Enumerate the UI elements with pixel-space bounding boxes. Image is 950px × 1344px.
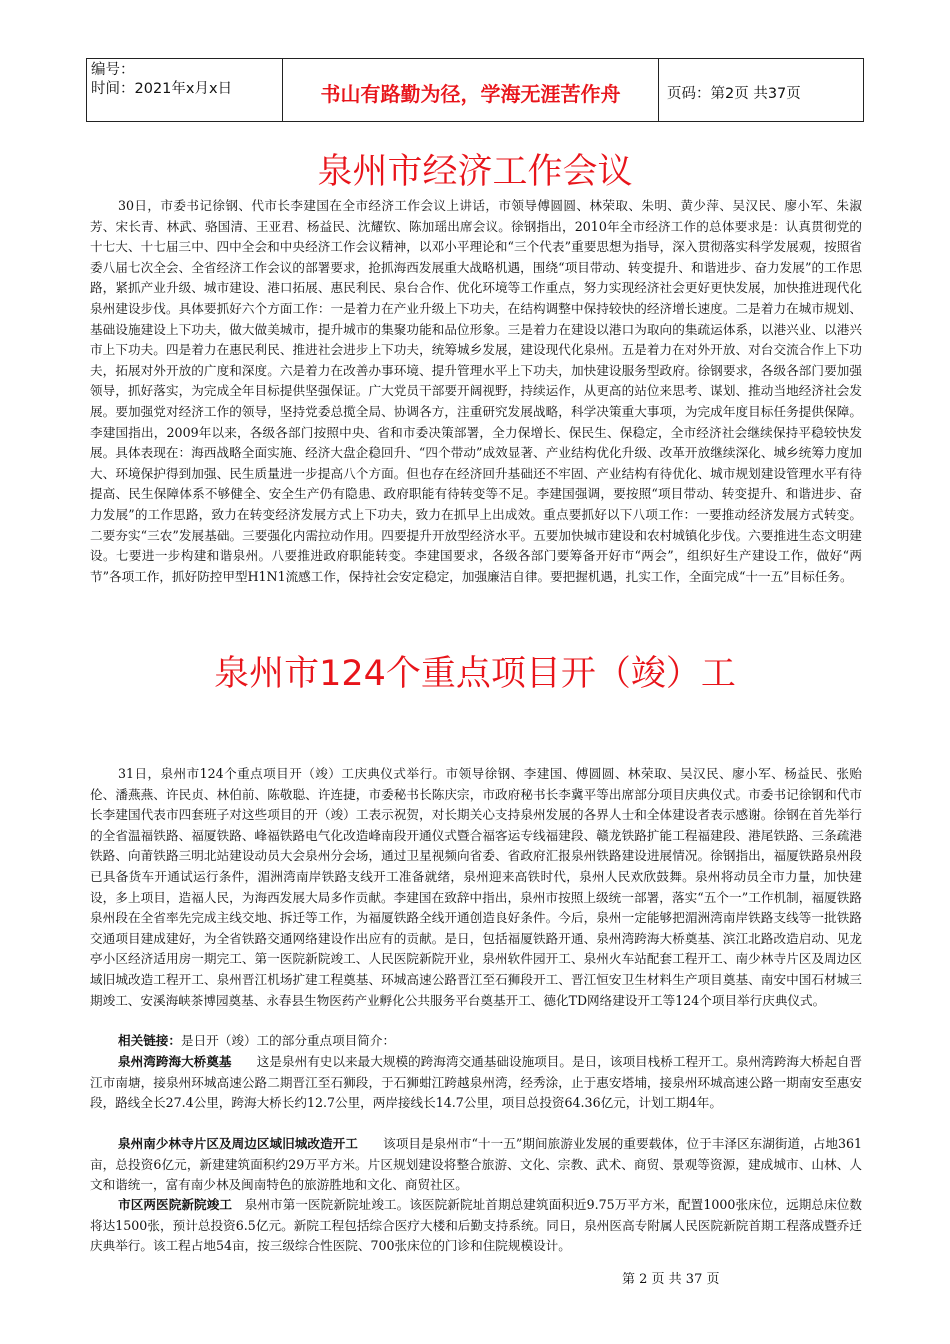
header-meta (87, 59, 283, 121)
article1-body (90, 196, 862, 587)
number-label: 编号： (91, 62, 135, 78)
project-item-hospitals (90, 1195, 862, 1257)
header-motto: 书山有路勤为径，学海无涯苦作舟 (283, 59, 659, 121)
page-footer: 第 2 页 共 37 页 (622, 1272, 720, 1287)
project-text: 该项目是泉州市“十一五”期间旅游业发展的重要载体，位于丰泽区东湖街道，占地361亩，总投资6亿元，新建建筑面积约29万平方米。片区规划建设将整合旅游、文化、宗教、武术、商贸、景观等资源，建成城市、山林、人文和谐统一，富有南少林及闽南特色的旅游胜地和文化、商贸社区。 (90, 1136, 862, 1193)
related-links (90, 1031, 862, 1052)
project-text: 泉州市第一医院新院址竣工。该医院新院址首期总建筑面积近9.75万平方米，配置1000张床位，远期总床位数将达1500张，预计总投资6.5亿元。新院工程包括综合医疗大楼和后勤支持系统。同日，泉州医高专附属人民医院新院首期工程落成暨乔迁庆典举行。该工程占地54亩，按三级综合性医院、700张床位的门诊和住院规模设计。 (90, 1197, 863, 1254)
article1-title: 泉州市经济工作会议 (317, 152, 633, 192)
related-links-text: 是日开（竣）工的部分重点项目简介： (180, 1033, 396, 1048)
project-item-shaolin (90, 1134, 862, 1196)
project-heading: 泉州湾跨海大桥奠基 (118, 1054, 232, 1069)
project-heading: 泉州南少林寺片区及周边区域旧城改造开工 (118, 1136, 358, 1151)
article2-title: 泉州市124个重点项目开（竣）工 (214, 654, 736, 694)
article1-body-text: 30日，市委书记徐钢、代市长李建国在全市经济工作会议上讲话，市领导傅圆圆、林荣取、朱明、黄少萍、吴汉民、廖小军、朱淑芳、宋长青、林武、骆国清、王亚君、杨益民、沈耀钦、陈加瑶出席会议。徐钢指出，2010年全市经济工作的总体要求是：认真贯彻党的十七大、十七届三中、四中全会和中央经济工作会议精神，以邓小平理论和“三个代表”重要思想为指导，深入贯彻落实科学发展观，按照省委八届七次全会、全省经济工作会议的部署要求，抢抓海西发展重大战略机遇，围绕“项目带动、转变提升、和谐进步、奋力发展”的工作思路，紧抓产业升级、城市建设、港口拓展、惠民利民、泉台合作、优化环境等工作重点，努力实现经济社会更好更快发展，加快推进现代化泉州建设步伐。具体要抓好六个方面工作：一是着力在产业升级上下功夫，在结构调整中保持较快的经济增长速度。二是着力在城市规划、基础设施建设上下功夫，做大做美城市，提升城市的集聚功能和品位形象。三是着力在建设以港口为取向的集疏运体系，以港兴业、以港兴市上下功夫。四是着力在惠民利民、推进社会进步上下功夫，统筹城乡发展，建设现代化泉州。五是着力在对外开放、对台交流合作上下功夫，拓展对外开放的广度和深度。六是着力在改善办事环境、提升管理水平上下功夫，加快建设服务型政府。徐钢要求，各级各部门要加强领导，抓好落实，为完成全年目标提供坚强保证。广大党员干部要开阔视野，持续运作，从更高的站位来思考、谋划、推动当地经济社会发展。要加强党对经济工作的领导，坚持党委总揽全局、协调各方，注重研究发展战略，科学决策重大事项，为完成年度目标任务提供保障。李建国指出，2009年以来，各级各部门按照中央、省和市委决策部署，全力保增长、保民生、保稳定，全市经济社会继续保持平稳较快发展。具体表现在：海西战略全面实施、经济大盘企稳回升、“四个带动”成效显著、产业结构优化升级、改革开放继续深化、城乡统筹力度加大、环境保护得到加强、民生质量进一步提高八个方面。但也存在经济回升基础还不牢固、产业结构有待优化、城市规划建设管理水平有待提高、民生保障体系不够健全、安全生产仍有隐患、政府职能有待转变等不足。李建国强调，要按照“项目带动、转变提升、和谐进步、奋力发展”的工作思路，致力在转变经济发展方式上下功夫，致力在抓早上出成效。重点要抓好以下八项工作：一要推动经济发展方式转变。二要夯实“三农”发展基础。三要强化内需拉动作用。四要提升开放型经济水平。五要加快城市建设和农村城镇化步伐。六要推进生态文明建设。七要进一步构建和谐泉州。八要推进政府职能转变。李建国要求，各级各部门要筹备开好市“两会”，组织好生产建设工作，做好“两节”各项工作，抓好防控甲型H1N1流感工作，保持社会安定稳定，加强廉洁自律。要把握机遇，扎实工作，全面完成“十一五”目标任务。 (90, 198, 862, 584)
page-header (86, 58, 864, 122)
project-item-bridge (90, 1052, 862, 1114)
article2-body-text: 31日，泉州市124个重点项目开（竣）工庆典仪式举行。市领导徐钢、李建国、傅圆圆、林荣取、吴汉民、廖小军、杨益民、张贻伦、潘燕燕、许民贞、林伯前、陈敬聪、许连捷，市委秘书长陈庆宗，市政府秘书长李冀平等出席部分项目庆典仪式。市委书记徐钢和代市长李建国代表市四套班子对这些项目的开（竣）工表示祝贺，对长期关心支持泉州发展的各界人士和全体建设者表示感谢。徐钢在首先举行的全省温福铁路、福厦铁路、峰福铁路电气化改造峰南段开通仪式暨合福客运专线福建段、赣龙铁路扩能工程福建段、港尾铁路、三条疏港铁路、向莆铁路三明北站建设动员大会泉州分会场，通过卫星视频向省委、省政府汇报泉州铁路建设进展情况。徐钢指出，福厦铁路泉州段已具备货车开通试运行条件，湄洲湾南岸铁路支线开工准备就绪，泉州迎来高铁时代，泉州人民欢欣鼓舞。泉州将动员全市力量，加快建设，多上项目，造福人民，为海西发展大局多作贡献。李建国在致辞中指出，泉州市按照上级统一部署，落实“五个一”工作机制，福厦铁路泉州段在全省率先完成主线交地、拆迁等工作，为福厦铁路全线开通创造良好条件。今后，泉州一定能够把湄洲湾南岸铁路支线等一批铁路交通项目建成建好，为全省铁路交通网络建设作出应有的贡献。是日，包括福厦铁路开通、泉州湾跨海大桥奠基、滨江北路改造启动、见龙亭小区经济适用房一期完工、第一医院新院竣工、人民医院新院开业，泉州软件园开工、泉州火车站配套工程开工、南少林寺片区及周边区域旧城改造工程开工、泉州晋江机场扩建工程奠基、环城高速公路晋江至石狮段开工、晋江恒安卫生材料生产项目奠基、南安中国石材城三期竣工、安溪海峡茶博园奠基、永春县生物医药产业孵化公共服务平台奠基开工、德化TD网络建设开工等124个项目举行庆典仪式。 (90, 766, 862, 1008)
time-label: 时间：2021年x月x日 (91, 81, 233, 97)
article2-body (90, 764, 862, 1011)
project-text: 这是泉州有史以来最大规模的跨海湾交通基础设施项目。是日，该项目栈桥工程开工。泉州湾跨海大桥起自晋江市南塘，接泉州环城高速公路二期晋江至石狮段，于石狮蚶江跨越泉州湾，经秀涂，止于惠安塔埔，接泉州环城高速公路一期南安至惠安段，路线全长27.4公里，跨海大桥长约12.7公里，两岸接线长14.7公里，项目总投资64.36亿元，计划工期4年。 (90, 1054, 863, 1111)
project-heading: 市区两医院新院竣工 (118, 1197, 233, 1212)
header-page-info: 页码：第2页 共37页 (667, 85, 801, 102)
related-links-label: 相关链接： (118, 1033, 181, 1048)
